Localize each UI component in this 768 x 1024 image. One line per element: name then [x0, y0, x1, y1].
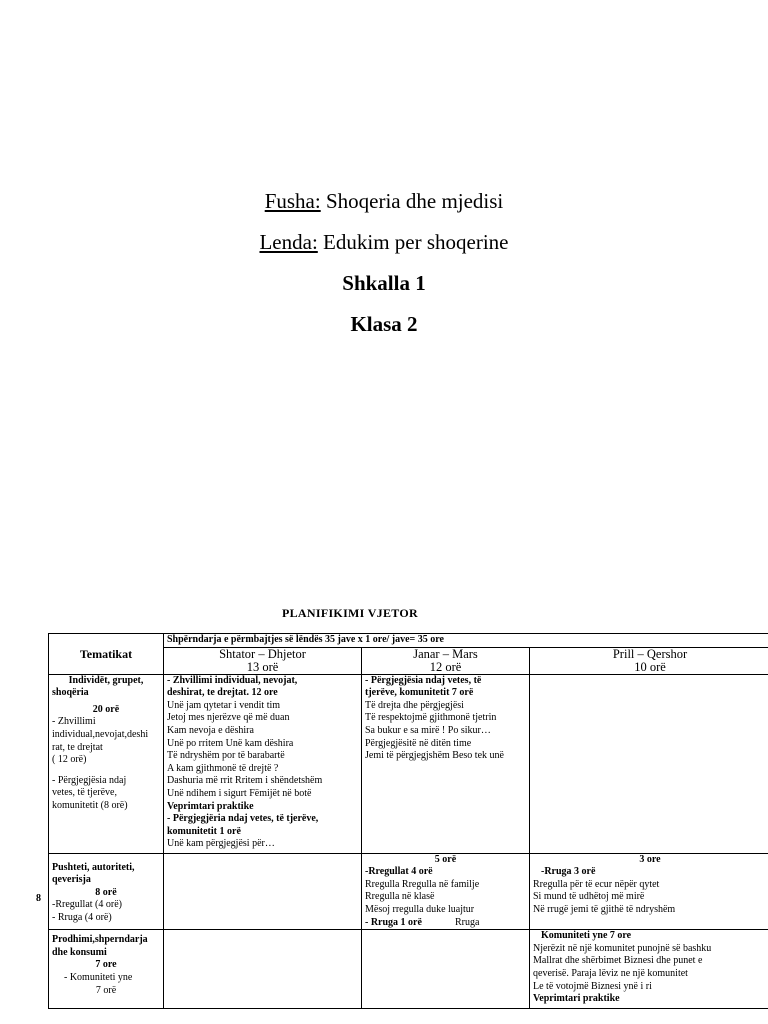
course-label: Lenda:	[259, 230, 318, 254]
table-row	[49, 634, 768, 648]
period-content-cell	[164, 853, 362, 930]
period-content-cell	[530, 674, 768, 853]
period-header: Shtator – Dhjetor 13 orë	[164, 647, 362, 674]
period-content-cell: - Përgjegjësia ndaj vetes, të tjerëve, komunitetit 7 orë Të drejta dhe përgjegjësi Të respektojmë gjithmonë tjetrin Sa bukur e sa mirë ! Po sikur… Përgjegjësitë në ditën time Jemi të përgjegjshëm Beso tek unë	[362, 674, 530, 853]
theme-cell: Individët, grupet, shoqëria 20 orë - Zhvillimi individual,nevojat,deshi rat, te drejtat ( 12 orë) - Përgjegjësia ndaj vetes, të tjerëve, komunitetit (8 orë)	[49, 674, 164, 853]
subject-label: Fusha:	[264, 189, 321, 213]
period-content-cell: - Zhvillimi individual, nevojat, deshirat, te drejtat. 12 ore Unë jam qytetar i vendit tim Jetoj mes njerëzve që më duan Kam nevoja e dëshira Unë po rritem Unë kam dëshira Të ndryshëm por të barabartë A kam gjithmonë të drejtë ? Dashuria më rrit Rritem i shëndetshëm Unë ndihem i sigurt Fëmijët në botë Veprimtari praktike - Përgjegjëria ndaj vetes, të tjerëve, komunitetit 1 orë Unë kam përgjegjësi për…	[164, 674, 362, 853]
period-content-cell: 5 orë -Rregullat 4 orë Rregulla Rregulla në familje Rregulla në klasë Mësoj rregulla duke luajtur - Rruga 1 orë Rruga	[362, 853, 530, 930]
period-header: Prill – Qershor 10 orë	[530, 647, 768, 674]
subject-field	[0, 189, 768, 213]
subject-value: Shoqeria dhe mjedisi	[325, 189, 504, 213]
course-field	[0, 230, 768, 254]
theme-cell: Prodhimi,shperndarja dhe konsumi 7 ore - Komuniteti yne 7 orë	[49, 930, 164, 1009]
table-row	[49, 853, 768, 930]
period-content-cell: 3 ore -Rruga 3 orë Rregulla për të ecur nëpër qytet Si mund të udhëtoj më mirë Në rrugë jemi të gjithë të ndryshëm	[530, 853, 768, 930]
table-row	[49, 674, 768, 853]
class-title: Klasa 2	[350, 312, 418, 336]
table-row	[49, 930, 768, 1009]
period-content-cell: Komuniteti yne 7 ore Njerëzit në një komunitet punojnë së bashku Mallrat dhe shërbimet Biznesi dhe punet e qeverisë. Paraja lëviz ne një komunitet Le të votojmë Biznesi ynë i ri Veprimtari praktike	[530, 930, 768, 1009]
theme-cell: Pushteti, autoriteti, qeverisja 8 orë -Rregullat (4 orë) - Rruga (4 orë)	[49, 853, 164, 930]
plan-title: PLANIFIKIMI VJETOR	[282, 606, 418, 620]
level-title: Shkalla 1	[342, 271, 426, 295]
period-content-cell	[362, 930, 530, 1009]
tematikat-header: Tematikat	[49, 634, 164, 675]
distribution-header: Shpërndarja e përmbajtjes së lëndës 35 jave x 1 ore/ jave= 35 ore	[164, 634, 768, 648]
period-header: Janar – Mars 12 orë	[362, 647, 530, 674]
period-content-cell	[164, 930, 362, 1009]
course-value: Edukim per shoqerine	[323, 230, 509, 254]
annual-plan-table	[48, 633, 768, 1009]
page-marker: 8	[36, 893, 41, 904]
